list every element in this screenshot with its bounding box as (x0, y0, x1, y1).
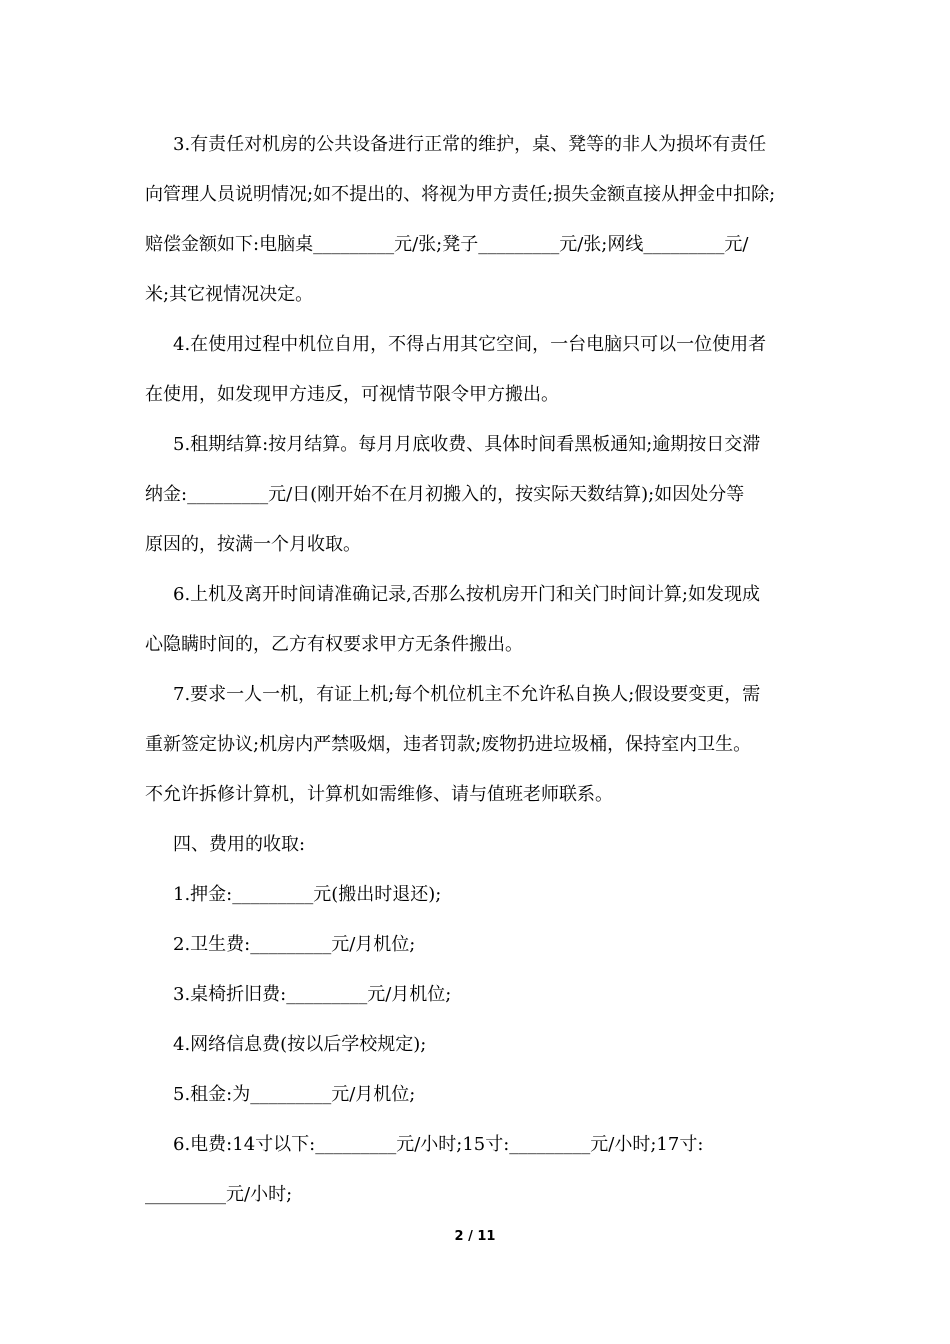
clause-7-line-3: 不允许拆修计算机，计算机如需维修、请与值班老师联系。 (145, 784, 613, 805)
document-body (145, 120, 815, 1220)
clause-7-line-1: 7.要求一人一机，有证上机;每个机位机主不允许私自换人;假设要变更，需 (173, 684, 761, 705)
fee-sanitation: 2.卫生费:_________元/月机位; (173, 934, 416, 955)
fee-furniture-depreciation: 3.桌椅折旧费:_________元/月机位; (173, 984, 452, 1005)
clause-3-line-1: 3.有责任对机房的公共设备进行正常的维护，桌、凳等的非人为损坏有责任 (173, 134, 767, 155)
fee-rent: 5.租金:为_________元/月机位; (173, 1084, 416, 1105)
fee-electricity-line-1: 6.电费:14寸以下:_________元/小时;15寸:_________元/小时;17寸: (173, 1134, 704, 1155)
clause-5-line-2: 纳金:_________元/日(刚开始不在月初搬入的，按实际天数结算);如因处分等 (145, 484, 745, 505)
section-four-heading: 四、费用的收取: (173, 834, 306, 855)
clause-3-line-3: 赔偿金额如下:电脑桌_________元/张;凳子_________元/张;网线_________元/ (145, 234, 749, 255)
clause-6-line-2: 心隐瞒时间的，乙方有权要求甲方无条件搬出。 (145, 634, 523, 655)
clause-3-line-4: 米;其它视情况决定。 (145, 284, 314, 305)
clause-3-line-2: 向管理人员说明情况;如不提出的、将视为甲方责任;损失金额直接从押金中扣除; (145, 184, 776, 205)
clause-5-line-1: 5.租期结算:按月结算。每月月底收费、具体时间看黑板通知;逾期按日交滞 (173, 434, 761, 455)
fee-deposit: 1.押金:_________元(搬出时退还); (173, 884, 442, 905)
fee-network: 4.网络信息费(按以后学校规定); (173, 1034, 427, 1055)
clause-4-line-1: 4.在使用过程中机位自用，不得占用其它空间，一台电脑只可以一位使用者 (173, 334, 767, 355)
fee-electricity-line-2: _________元/小时; (145, 1184, 293, 1205)
page-number: 2 / 11 (454, 1229, 496, 1244)
clause-4-line-2: 在使用，如发现甲方违反，可视情节限令甲方搬出。 (145, 384, 559, 405)
clause-7-line-2: 重新签定协议;机房内严禁吸烟，违者罚款;废物扔进垃圾桶，保持室内卫生。 (145, 734, 752, 755)
clause-6-line-1: 6.上机及离开时间请准确记录,否那么按机房开门和关门时间计算;如发现成 (173, 584, 760, 605)
clause-5-line-3: 原因的，按满一个月收取。 (145, 534, 361, 555)
